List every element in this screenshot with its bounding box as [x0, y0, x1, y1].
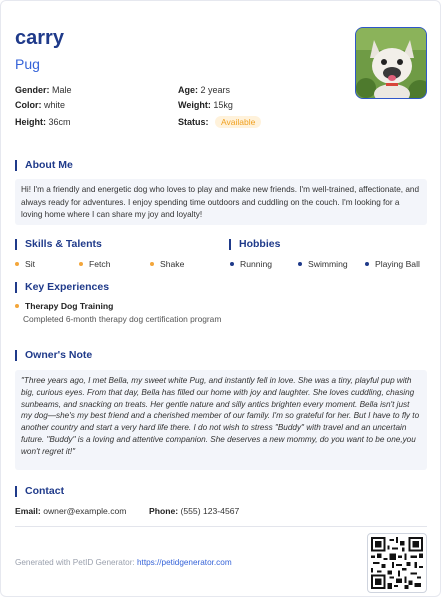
bullet-icon: [150, 262, 154, 266]
weight-value: 15kg: [213, 100, 233, 110]
bullet-icon: [365, 262, 369, 266]
skill-label: Sit: [25, 259, 36, 269]
email-label: Email:: [15, 506, 41, 516]
phone-field: [149, 506, 239, 516]
experience-title: [15, 301, 113, 311]
bullet-icon: [15, 304, 19, 308]
hobby-label: Running: [240, 259, 273, 269]
hobby-item: [298, 259, 348, 269]
pet-name: carry: [15, 27, 64, 49]
height-value: 36cm: [48, 117, 71, 127]
experience-description: Completed 6-month therapy dog certification program: [23, 314, 222, 324]
skill-item: [79, 259, 111, 269]
contact-heading: Contact: [15, 486, 64, 497]
skill-item: [150, 259, 184, 269]
status-label: Status:: [178, 117, 209, 127]
hobby-item: [230, 259, 272, 269]
bullet-icon: [79, 262, 83, 266]
dog-photo-icon: [356, 28, 427, 99]
skill-label: Fetch: [89, 259, 111, 269]
height-label: Height:: [15, 117, 46, 127]
footer: [15, 558, 232, 567]
skill-label: Shake: [160, 259, 185, 269]
experience-title-text: Therapy Dog Training: [25, 301, 114, 311]
age-field: [178, 85, 230, 95]
footer-link[interactable]: https://petidgenerator.com: [136, 558, 232, 567]
qr-code-icon: [371, 537, 423, 589]
skills-heading: Skills & Talents: [15, 239, 102, 250]
status-field: [178, 116, 261, 128]
experiences-heading: Key Experiences: [15, 282, 109, 293]
hobby-label: Swimming: [308, 259, 348, 269]
qr-code[interactable]: [367, 533, 427, 593]
hobby-item: [365, 259, 420, 269]
about-me-text: Hi! I'm a friendly and energetic dog who loves to play and make new friends. I'm well-trained, affectionate, and always ready for adventures. I enjoy spending time outdoors and cuddling on the couch. I'm looking for a loving home where I can share my joy and loyalty!: [15, 179, 427, 225]
bullet-icon: [15, 262, 19, 266]
gender-value: Male: [52, 85, 72, 95]
bullet-icon: [230, 262, 234, 266]
divider: [15, 526, 427, 527]
age-value: 2 years: [200, 85, 231, 95]
hobbies-heading: Hobbies: [229, 239, 280, 250]
weight-label: Weight:: [178, 100, 211, 110]
gender-field: [15, 85, 72, 95]
pet-photo: [355, 27, 427, 99]
age-label: Age:: [178, 85, 198, 95]
hobby-label: Playing Ball: [375, 259, 420, 269]
color-value: white: [44, 100, 66, 110]
height-field: [15, 117, 71, 127]
email-value[interactable]: owner@example.com: [43, 506, 127, 516]
status-badge: Available: [215, 116, 261, 128]
phone-value[interactable]: (555) 123-4567: [180, 506, 240, 516]
footer-text: Generated with PetID Generator:: [15, 558, 135, 567]
bullet-icon: [298, 262, 302, 266]
owner-note-text: "Three years ago, I met Bella, my sweet white Pug, and instantly fell in love. She was a tiny, playful pup with big, curious eyes. From that day, Bella has filled our home with joy and laughter. She loves cuddling, chasing sunbeams, and snacking on treats. Her gentle nature and silly antics brighten every moment. Bella isn't just my dog—she's my best friend and a cherished member of our family. I'm so grateful for her. But I have to fly to another country and start a very hard life there. I do not wish to stress "Buddy" with travel and an uncertain future. "Buddy" is a loving and attentive companion. She deserves a new mommy, do you want to be one,you won't regret it!": [15, 370, 427, 470]
pet-breed: Pug: [15, 56, 40, 72]
owner-note-heading: Owner's Note: [15, 350, 92, 361]
email-field: [15, 506, 126, 516]
phone-label: Phone:: [149, 506, 179, 516]
weight-field: [178, 100, 233, 110]
color-field: [15, 100, 65, 110]
about-me-heading: About Me: [15, 160, 73, 171]
gender-label: Gender:: [15, 85, 50, 95]
color-label: Color:: [15, 100, 42, 110]
skill-item: [15, 259, 35, 269]
